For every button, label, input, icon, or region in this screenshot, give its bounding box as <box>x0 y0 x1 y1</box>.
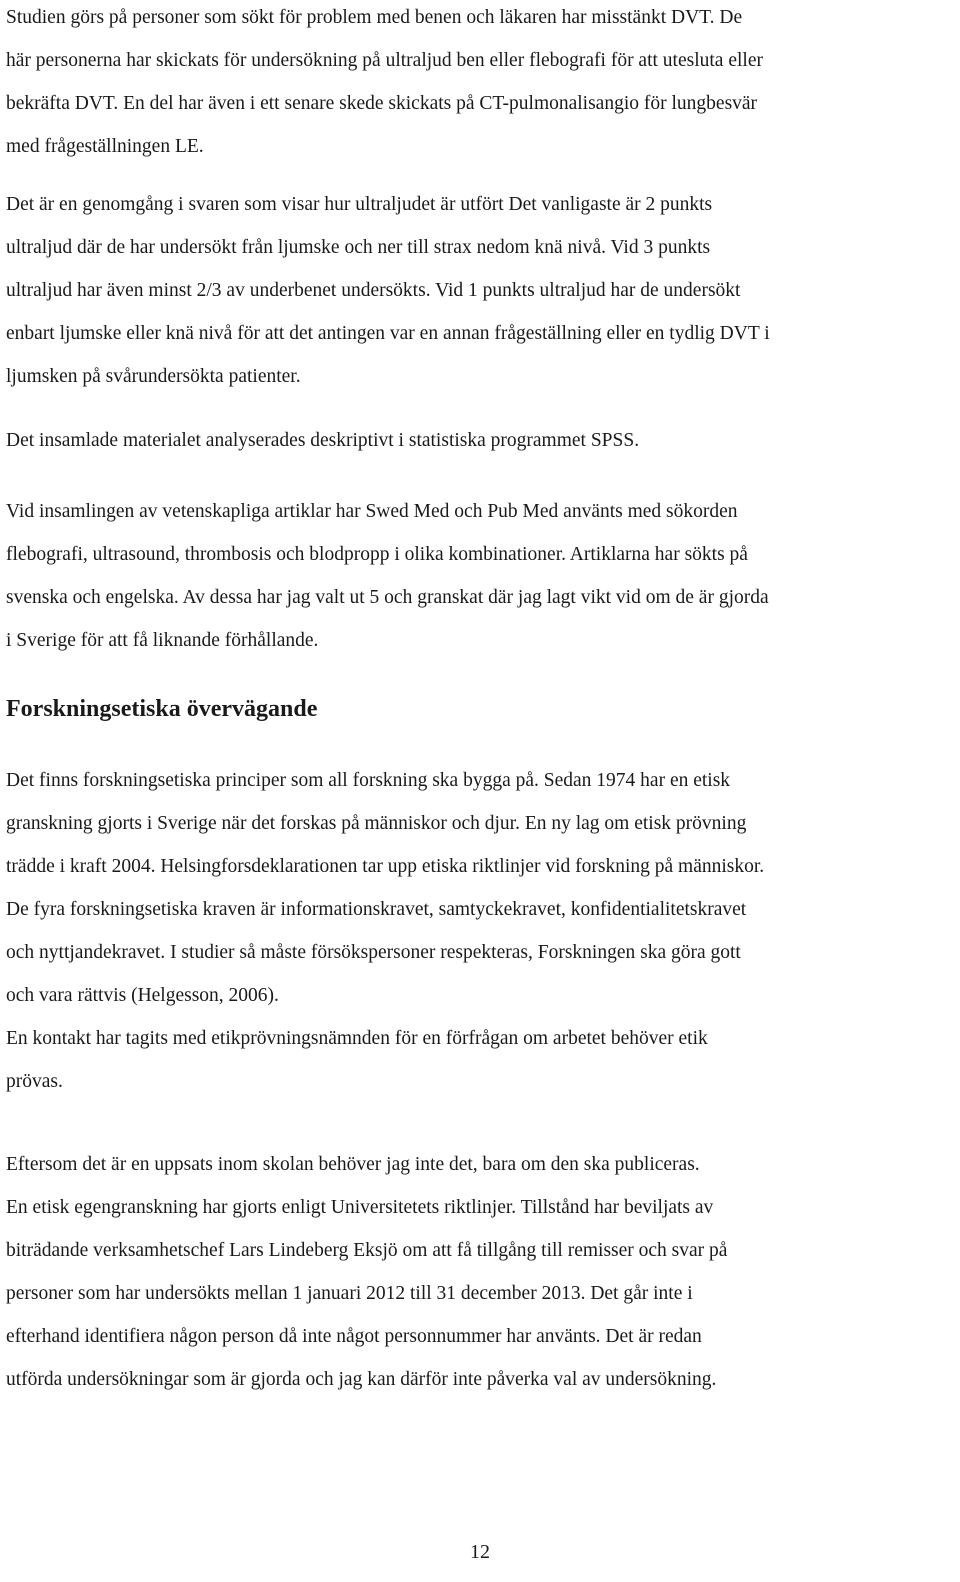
paragraph-ethics-principles <box>6 759 764 1103</box>
text-line: prövas. <box>6 1071 63 1092</box>
text-line: och nyttjandekravet. I studier så måste försökspersoner respekteras, Forskningen ska göra gott <box>6 942 741 963</box>
paragraph-literature-search <box>6 490 769 662</box>
paragraph-ethics-review <box>6 1143 727 1401</box>
text-line: Vid insamlingen av vetenskapliga artiklar har Swed Med och Pub Med använts med sökorden <box>6 501 738 522</box>
text-line: enbart ljumske eller knä nivå för att det antingen var en annan frågeställning eller en tydlig DVT i <box>6 323 770 344</box>
text-line: En etisk egengranskning har gjorts enligt Universitetets riktlinjer. Tillstånd har beviljats av <box>6 1197 714 1218</box>
text-line: utförda undersökningar som är gjorda och jag kan därför inte påverka val av undersökning. <box>6 1369 717 1390</box>
text-line: med frågeställningen LE. <box>6 136 204 157</box>
text-line: ljumsken på svårundersökta patienter. <box>6 366 301 387</box>
text-line: ultraljud har även minst 2/3 av underbenet undersökts. Vid 1 punkts ultraljud har de undersökt <box>6 280 741 301</box>
text-line: En kontakt har tagits med etikprövningsnämnden för en förfrågan om arbetet behöver etik <box>6 1028 708 1049</box>
text-line: bekräfta DVT. En del har även i ett senare skede skickats på CT-pulmonalisangio för lungbesvär <box>6 93 758 114</box>
text-line: här personerna har skickats för undersökning på ultraljud ben eller flebografi för att utesluta eller <box>6 50 763 71</box>
text-line: Det insamlade materialet analyserades deskriptivt i statistiska programmet SPSS. <box>6 430 640 451</box>
paragraph-ultrasound-review <box>6 183 770 398</box>
text-line: Studien görs på personer som sökt för problem med benen och läkaren har misstänkt DVT. De <box>6 7 743 28</box>
section-heading: Forskningsetiska övervägande <box>6 696 318 722</box>
text-line: och vara rättvis (Helgesson, 2006). <box>6 985 279 1006</box>
text-line: granskning gjorts i Sverige när det forskas på människor och djur. En ny lag om etisk prövning <box>6 813 747 834</box>
text-line: i Sverige för att få liknande förhållande. <box>6 630 319 651</box>
text-line: Eftersom det är en uppsats inom skolan behöver jag inte det, bara om den ska publiceras. <box>6 1154 700 1175</box>
text-line: biträdande verksamhetschef Lars Lindeberg Eksjö om att få tillgång till remisser och svar på <box>6 1240 728 1261</box>
text-line: Det är en genomgång i svaren som visar hur ultraljudet är utfört Det vanligaste är 2 punkts <box>6 194 713 215</box>
paragraph-study-population <box>6 0 763 168</box>
text-line: De fyra forskningsetiska kraven är informationskravet, samtyckekravet, konfidentialitetskravet <box>6 899 747 920</box>
text-line: Det finns forskningsetiska principer som all forskning ska bygga på. Sedan 1974 har en etisk <box>6 770 731 791</box>
text-line: svenska och engelska. Av dessa har jag valt ut 5 och granskat där jag lagt vikt vid om de är gjorda <box>6 587 769 608</box>
page-number: 12 <box>470 1541 490 1563</box>
text-line: personer som har undersökts mellan 1 januari 2012 till 31 december 2013. Det går inte i <box>6 1283 693 1304</box>
text-line: flebografi, ultrasound, thrombosis och blodpropp i olika kombinationer. Artiklarna har sökts på <box>6 544 748 565</box>
text-line: ultraljud där de har undersökt från ljumske och ner till strax nedom knä nivå. Vid 3 punkts <box>6 237 711 258</box>
paragraph-analysis <box>6 419 639 462</box>
text-line: trädde i kraft 2004. Helsingforsdeklarationen tar upp etiska riktlinjer vid forskning på människor. <box>6 856 765 877</box>
text-line: efterhand identifiera någon person då inte något personnummer har använts. Det är redan <box>6 1326 702 1347</box>
